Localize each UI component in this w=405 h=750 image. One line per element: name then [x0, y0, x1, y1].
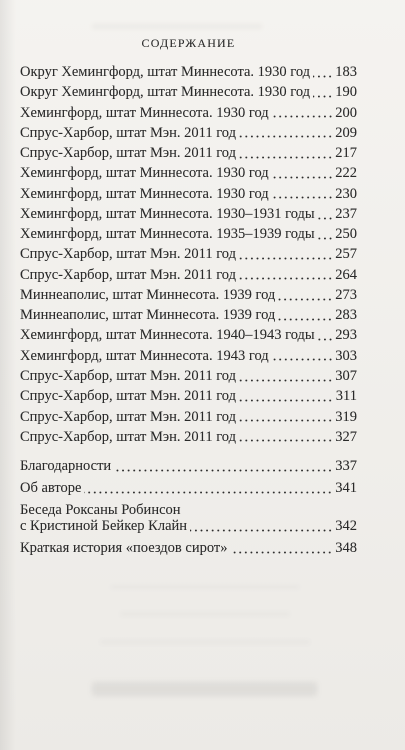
toc-entry [20, 366, 357, 386]
entry-title: Миннеаполис, штат Миннесота. 1939 год [20, 286, 276, 303]
entry-title: Хемингфорд, штат Миннесота. 1940–1943 годы [20, 327, 315, 344]
entry-page-number: 283 [335, 307, 357, 324]
entry-page-number: 342 [335, 517, 357, 534]
entry-page-number: 250 [335, 226, 357, 243]
dot-leader [318, 204, 333, 224]
dot-leader [84, 481, 333, 497]
dot-leader [239, 244, 333, 264]
entry-page-number: 327 [335, 428, 357, 445]
dot-leader [272, 103, 333, 123]
toc-entry [20, 62, 357, 82]
dot-leader [239, 143, 333, 163]
entry-title: Округ Хемингфорд, штат Миннесота. 1930 год [20, 84, 311, 101]
toc-entry [20, 184, 357, 204]
dot-leader [272, 163, 333, 183]
toc-entry [20, 503, 357, 534]
toc-entry-line [20, 541, 357, 557]
toc-entry [20, 427, 357, 447]
entry-title-line: с Кристиной Бейкер Клайн [20, 518, 188, 534]
dot-leader [239, 265, 333, 285]
show-through-smudge [120, 612, 290, 616]
entry-title: Спрус-Харбор, штат Мэн. 2011 год [20, 367, 236, 384]
entry-title: Спрус-Харбор, штат Мэн. 2011 год [20, 266, 236, 283]
entry-title: Спрус-Харбор, штат Мэн. 2011 год [20, 388, 236, 405]
toc-entry [20, 163, 357, 183]
show-through-smudge [100, 640, 310, 644]
dot-leader [313, 82, 333, 102]
dot-leader [318, 325, 333, 345]
entry-page-number: 319 [335, 408, 357, 425]
dot-leader [239, 366, 333, 386]
toc-entry [20, 481, 357, 497]
entry-title: Хемингфорд, штат Миннесота. 1930 год [20, 185, 269, 202]
entry-title-line: Беседа Роксаны Робинсон [20, 502, 181, 519]
toc-entry [20, 123, 357, 143]
toc-entry [20, 346, 357, 366]
show-through-smudge [110, 585, 300, 589]
toc-chapter-list [20, 62, 357, 447]
entry-title: Спрус-Харбор, штат Мэн. 2011 год [20, 145, 236, 162]
entry-page-number: 337 [335, 458, 357, 475]
show-through-smudge [92, 682, 317, 696]
entry-page-number: 217 [335, 145, 357, 162]
entry-title: Хемингфорд, штат Миннесота. 1935–1939 годы [20, 226, 315, 243]
toc-entry [20, 305, 357, 325]
entry-title: Об авторе [20, 481, 82, 497]
toc-back-matter-list [20, 459, 357, 563]
entry-page-number: 311 [335, 388, 357, 405]
toc-entry [20, 407, 357, 427]
dot-leader [278, 285, 333, 305]
entry-page-number: 237 [335, 205, 357, 222]
entry-page-number: 341 [335, 480, 357, 497]
entry-page-number: 257 [335, 246, 357, 263]
entry-title: Спрус-Харбор, штат Мэн. 2011 год [20, 246, 236, 263]
entry-title: Спрус-Харбор, штат Мэн. 2011 год [20, 408, 236, 425]
dot-leader [190, 519, 333, 535]
dot-leader [239, 386, 333, 406]
toc-entry [20, 224, 357, 244]
entry-title: Спрус-Харбор, штат Мэн. 2011 год [20, 124, 236, 141]
dot-leader [278, 305, 333, 325]
entry-title: Спрус-Харбор, штат Мэн. 2011 год [20, 428, 236, 445]
entry-page-number: 273 [335, 286, 357, 303]
entry-title: Округ Хемингфорд, штат Миннесота. 1930 год [20, 64, 311, 80]
dot-leader [114, 459, 333, 475]
entry-page-number: 293 [335, 327, 357, 344]
toc-entry [20, 285, 357, 305]
entry-title: Хемингфорд, штат Миннесота. 1930 год [20, 104, 269, 121]
toc-entry [20, 541, 357, 557]
entry-page-number: 307 [335, 367, 357, 384]
entry-page-number: 200 [335, 104, 357, 121]
toc-entry-line [20, 459, 357, 475]
entry-title: Благодарности [20, 459, 112, 475]
show-through-smudge [92, 24, 262, 29]
dot-leader [313, 62, 333, 82]
entry-page-number: 230 [335, 185, 357, 202]
entry-page-number: 190 [335, 84, 357, 101]
toc-entry [20, 143, 357, 163]
entry-title: Миннеаполис, штат Миннесота. 1939 год [20, 307, 276, 324]
dot-leader [272, 346, 333, 366]
dot-leader [239, 427, 333, 447]
toc-entry [20, 325, 357, 345]
entry-title: Краткая история «поездов сирот» [20, 540, 228, 556]
dot-leader [318, 224, 333, 244]
entry-page-number: 264 [335, 266, 357, 283]
entry-page-number: 222 [335, 165, 357, 182]
toc-entry [20, 459, 357, 475]
entry-title: Хемингфорд, штат Миннесота. 1930 год [20, 165, 269, 182]
entry-title: Хемингфорд, штат Миннесота. 1930–1931 годы [20, 205, 315, 222]
toc-entry-line [20, 481, 357, 497]
dot-leader [239, 407, 333, 427]
entry-page-number: 183 [335, 64, 357, 80]
toc-entry [20, 386, 357, 406]
toc-entry-line [20, 519, 357, 535]
toc-entry [20, 244, 357, 264]
toc-entry [20, 82, 357, 102]
dot-leader [272, 184, 333, 204]
toc-entry [20, 265, 357, 285]
entry-page-number: 209 [335, 124, 357, 141]
toc-heading: СОДЕРЖАНИЕ [141, 36, 236, 50]
entry-title: Хемингфорд, штат Миннесота. 1943 год [20, 347, 269, 364]
toc-entry [20, 204, 357, 224]
entry-page-number: 348 [335, 539, 357, 556]
toc-entry [20, 103, 357, 123]
dot-leader [230, 541, 333, 557]
entry-page-number: 303 [335, 347, 357, 364]
dot-leader [239, 123, 333, 143]
